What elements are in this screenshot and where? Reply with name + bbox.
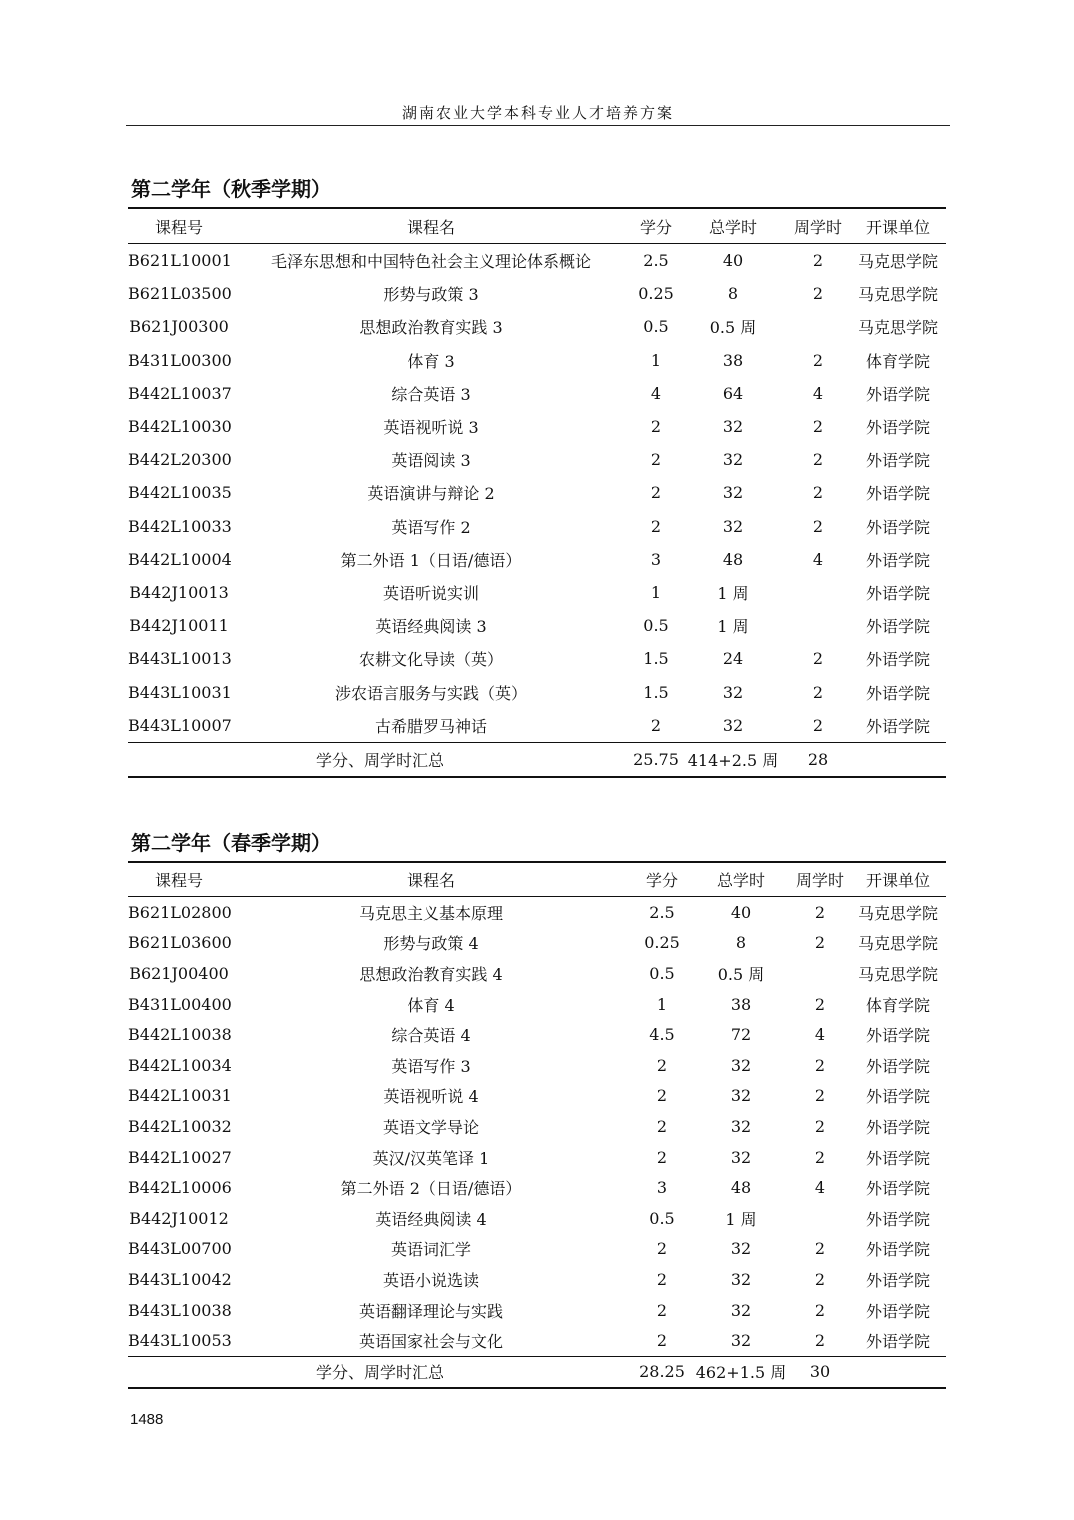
total-hours-cell: 32 — [722, 516, 744, 536]
table-row — [128, 1203, 946, 1234]
weekly-hours-cell: 4 — [814, 1025, 826, 1045]
course-name-cell: 英语文学导论 — [382, 1117, 479, 1137]
weekly-hours-cell: 2 — [812, 284, 824, 304]
table-row — [128, 510, 946, 543]
column-header: 开课单位 — [865, 871, 930, 890]
total-hours-cell: 32 — [730, 1116, 752, 1136]
department-cell: 马克思学院 — [857, 903, 938, 923]
header-rule — [126, 125, 950, 126]
summary-label: 学分、周学时汇总 — [315, 750, 444, 770]
weekly-hours-cell: 2 — [812, 450, 824, 470]
total-hours-cell: 32 — [730, 1086, 752, 1106]
course-code-cell: B443L10038 — [128, 1300, 232, 1320]
total-hours-cell: 72 — [730, 1025, 752, 1045]
course-table — [128, 861, 946, 1389]
course-code-cell: B621J00400 — [129, 963, 229, 983]
department-cell: 体育学院 — [865, 995, 930, 1015]
total-hours-cell: 40 — [730, 902, 752, 922]
weekly-hours-cell: 2 — [814, 1331, 826, 1351]
column-header: 课程名 — [406, 871, 455, 890]
department-cell: 外语学院 — [865, 550, 930, 570]
total-hours-cell: 0.5 周 — [709, 318, 757, 338]
weekly-hours-cell: 2 — [812, 483, 824, 503]
weekly-hours-cell — [786, 310, 850, 343]
course-name-cell: 英语翻译理论与实践 — [358, 1301, 503, 1321]
total-hours-cell: 32 — [722, 715, 744, 735]
table-row — [128, 543, 946, 576]
department-cell: 外语学院 — [865, 384, 930, 404]
summary-empty-cell — [850, 742, 946, 777]
course-code-cell: B442J10012 — [129, 1208, 229, 1228]
credits-cell: 2 — [656, 1300, 668, 1320]
department-cell: 马克思学院 — [857, 318, 938, 338]
department-cell: 外语学院 — [865, 418, 930, 438]
weekly-hours-cell: 2 — [814, 1239, 826, 1259]
weekly-hours-cell: 2 — [812, 715, 824, 735]
total-hours-cell: 32 — [730, 1055, 752, 1075]
weekly-hours-cell: 2 — [814, 1086, 826, 1106]
course-name-cell: 体育 3 — [407, 351, 455, 371]
summary-row — [128, 742, 946, 777]
course-code-cell: B443L10007 — [128, 715, 232, 735]
course-code-cell: B621L03500 — [128, 284, 232, 304]
weekly-hours-cell: 2 — [812, 682, 824, 702]
column-header: 课程号 — [154, 217, 203, 237]
credits-cell: 2 — [650, 417, 662, 437]
department-cell: 外语学院 — [865, 484, 930, 504]
total-hours-cell: 64 — [722, 383, 744, 403]
course-code-cell: B443L10013 — [128, 649, 232, 669]
column-header: 课程号 — [154, 871, 203, 890]
course-name-cell: 综合英语 4 — [391, 1026, 471, 1046]
department-cell: 马克思学院 — [857, 934, 938, 954]
column-header: 总学时 — [716, 871, 765, 890]
total-hours-cell: 8 — [727, 284, 739, 304]
weekly-hours-cell: 2 — [814, 1055, 826, 1075]
course-name-cell: 第二外语 2（日语/德语） — [340, 1179, 522, 1199]
total-hours-cell: 32 — [730, 1300, 752, 1320]
table-row — [128, 1325, 946, 1356]
department-cell: 外语学院 — [865, 1148, 930, 1168]
course-code-cell: B621L10001 — [128, 251, 232, 271]
total-hours-cell: 32 — [730, 1239, 752, 1259]
course-name-cell: 思想政治教育实践 3 — [359, 318, 503, 338]
table-header-row — [128, 862, 946, 897]
column-header: 周学时 — [793, 217, 842, 237]
weekly-hours-cell — [790, 1203, 850, 1234]
credits-cell: 2 — [650, 715, 662, 735]
total-hours-cell: 1 周 — [717, 617, 749, 637]
table-row — [128, 344, 946, 377]
credits-cell: 1 — [656, 994, 668, 1014]
course-name-cell: 体育 4 — [407, 995, 455, 1015]
credits-cell: 1 — [650, 582, 662, 602]
table-row — [128, 1142, 946, 1173]
weekly-hours-cell: 2 — [814, 933, 826, 953]
weekly-hours-cell: 2 — [814, 902, 826, 922]
total-hours-cell: 48 — [730, 1178, 752, 1198]
course-name-cell: 马克思主义基本原理 — [358, 903, 503, 923]
course-name-cell: 涉农语言服务与实践（英） — [334, 683, 527, 703]
course-name-cell: 英语写作 2 — [391, 517, 471, 537]
course-table — [128, 207, 946, 778]
course-name-cell: 英语国家社会与文化 — [358, 1332, 503, 1352]
department-cell: 外语学院 — [865, 1332, 930, 1352]
course-name-cell: 古希腊罗马神话 — [374, 716, 487, 736]
department-cell: 外语学院 — [865, 1301, 930, 1321]
credits-cell: 1 — [650, 350, 662, 370]
column-header: 周学时 — [795, 871, 844, 890]
column-header: 开课单位 — [865, 217, 930, 237]
weekly-hours-cell: 4 — [814, 1178, 826, 1198]
credits-cell: 2 — [656, 1055, 668, 1075]
course-name-cell: 第二外语 1（日语/德语） — [340, 550, 522, 570]
column-header: 学分 — [639, 217, 672, 237]
course-code-cell: B442J10013 — [129, 582, 229, 602]
course-name-cell: 英语小说选读 — [382, 1270, 479, 1290]
course-name-cell: 英语演讲与辩论 2 — [367, 484, 495, 504]
weekly-hours-cell: 2 — [812, 516, 824, 536]
total-hours-cell: 32 — [722, 417, 744, 437]
credits-cell: 2 — [656, 1086, 668, 1106]
course-code-cell: B442L10032 — [128, 1116, 232, 1136]
course-code-cell: B621L02800 — [128, 902, 232, 922]
course-code-cell: B442L10027 — [128, 1147, 232, 1167]
course-code-cell: B442L10037 — [128, 383, 232, 403]
course-name-cell: 形势与政策 3 — [383, 285, 479, 305]
table-row — [128, 1081, 946, 1112]
credits-cell: 2 — [650, 516, 662, 536]
credits-cell: 2 — [656, 1331, 668, 1351]
weekly-hours-cell: 2 — [814, 1269, 826, 1289]
department-cell: 外语学院 — [865, 1270, 930, 1290]
weekly-hours-cell: 2 — [812, 251, 824, 271]
credits-cell: 3 — [656, 1178, 668, 1198]
course-code-cell: B431L00300 — [128, 350, 232, 370]
table-row — [128, 1264, 946, 1295]
weekly-hours-cell: 2 — [814, 994, 826, 1014]
credits-cell: 2 — [656, 1147, 668, 1167]
column-header: 课程名 — [406, 217, 455, 237]
total-hours-cell: 32 — [722, 483, 744, 503]
table-row — [128, 410, 946, 443]
table-row — [128, 443, 946, 476]
course-name-cell: 英汉/汉英笔译 1 — [372, 1148, 490, 1168]
table-row — [128, 642, 946, 675]
credits-cell: 0.5 — [643, 616, 669, 636]
department-cell: 外语学院 — [865, 1026, 930, 1046]
total-hours-cell: 1 周 — [725, 1209, 757, 1229]
department-cell: 体育学院 — [865, 351, 930, 371]
course-code-cell: B443L10042 — [128, 1269, 232, 1289]
summary-weekly-hours: 28 — [807, 749, 829, 769]
department-cell: 马克思学院 — [857, 252, 938, 272]
course-code-cell: B442J10011 — [129, 616, 229, 636]
course-code-cell: B442L10006 — [128, 1178, 232, 1198]
column-header: 总学时 — [708, 217, 757, 237]
table-row — [128, 1019, 946, 1050]
credits-cell: 2 — [656, 1116, 668, 1136]
credits-cell: 0.5 — [649, 963, 675, 983]
total-hours-cell: 38 — [722, 350, 744, 370]
summary-credits: 28.25 — [639, 1362, 685, 1382]
table-row — [128, 1111, 946, 1142]
section-title: 第二学年（秋季学期） — [131, 177, 331, 201]
credits-cell: 2 — [656, 1239, 668, 1259]
course-name-cell: 英语阅读 3 — [391, 451, 471, 471]
credits-cell: 2 — [650, 483, 662, 503]
credits-cell: 4.5 — [649, 1025, 675, 1045]
summary-weekly-hours: 30 — [809, 1362, 831, 1382]
course-code-cell: B443L00700 — [128, 1239, 232, 1259]
table-row — [128, 709, 946, 743]
course-name-cell: 英语经典阅读 3 — [375, 617, 487, 637]
department-cell: 外语学院 — [865, 1117, 930, 1137]
table-header-row — [128, 208, 946, 244]
course-name-cell: 英语词汇学 — [390, 1240, 471, 1260]
weekly-hours-cell: 4 — [812, 383, 824, 403]
table-row — [128, 310, 946, 343]
table-row — [128, 1234, 946, 1265]
course-name-cell: 英语经典阅读 4 — [375, 1209, 487, 1229]
department-cell: 外语学院 — [865, 583, 930, 603]
credits-cell: 2.5 — [643, 251, 669, 271]
table-row — [128, 476, 946, 509]
table-row — [128, 244, 946, 278]
credits-cell: 0.25 — [644, 933, 680, 953]
department-cell: 马克思学院 — [857, 964, 938, 984]
summary-total-hours: 462+1.5 周 — [695, 1363, 787, 1383]
total-hours-cell: 24 — [722, 649, 744, 669]
weekly-hours-cell: 2 — [812, 649, 824, 669]
department-cell: 外语学院 — [865, 1209, 930, 1229]
column-header: 学分 — [645, 871, 678, 890]
table-row — [128, 1295, 946, 1326]
credits-cell: 0.5 — [643, 317, 669, 337]
total-hours-cell: 38 — [730, 994, 752, 1014]
total-hours-cell: 40 — [722, 251, 744, 271]
department-cell: 外语学院 — [865, 1240, 930, 1260]
credits-cell: 4 — [650, 383, 662, 403]
course-name-cell: 形势与政策 4 — [383, 934, 479, 954]
course-name-cell: 英语视听说 3 — [383, 418, 479, 438]
section-title: 第二学年（春季学期） — [131, 831, 331, 855]
semester-spring-section — [128, 829, 946, 1389]
table-row — [128, 576, 946, 609]
course-code-cell: B442L10038 — [128, 1025, 232, 1045]
total-hours-cell: 1 周 — [717, 583, 749, 603]
credits-cell: 0.25 — [638, 284, 674, 304]
course-code-cell: B442L10031 — [128, 1086, 232, 1106]
total-hours-cell: 32 — [730, 1331, 752, 1351]
weekly-hours-cell: 2 — [812, 350, 824, 370]
course-code-cell: B442L10004 — [128, 549, 232, 569]
credits-cell: 2 — [650, 450, 662, 470]
weekly-hours-cell: 2 — [814, 1300, 826, 1320]
department-cell: 外语学院 — [865, 1087, 930, 1107]
total-hours-cell: 32 — [722, 682, 744, 702]
summary-empty-cell — [850, 1356, 946, 1388]
table-row — [128, 1050, 946, 1081]
table-row — [128, 277, 946, 310]
department-cell: 外语学院 — [865, 1056, 930, 1076]
weekly-hours-cell: 2 — [812, 417, 824, 437]
department-cell: 马克思学院 — [857, 285, 938, 305]
course-name-cell: 思想政治教育实践 4 — [359, 964, 503, 984]
weekly-hours-cell — [786, 609, 850, 642]
department-cell: 外语学院 — [865, 650, 930, 670]
table-row — [128, 989, 946, 1020]
page-number: 1488 — [130, 1411, 164, 1428]
total-hours-cell: 32 — [730, 1269, 752, 1289]
course-name-cell: 毛泽东思想和中国特色社会主义理论体系概论 — [270, 252, 591, 272]
table-row — [128, 609, 946, 642]
weekly-hours-cell — [790, 958, 850, 989]
summary-row — [128, 1356, 946, 1388]
credits-cell: 2 — [656, 1269, 668, 1289]
table-row — [128, 377, 946, 410]
table-row — [128, 1172, 946, 1203]
total-hours-cell: 8 — [735, 933, 747, 953]
course-name-cell: 英语听说实训 — [382, 583, 479, 603]
credits-cell: 0.5 — [649, 1208, 675, 1228]
course-code-cell: B442L10034 — [128, 1055, 232, 1075]
summary-total-hours: 414+2.5 周 — [687, 750, 779, 770]
course-code-cell: B443L10053 — [128, 1331, 232, 1351]
table-row — [128, 675, 946, 708]
semester-fall-section — [128, 175, 946, 778]
course-code-cell: B431L00400 — [128, 994, 232, 1014]
course-code-cell: B443L10031 — [128, 682, 232, 702]
credits-cell: 3 — [650, 549, 662, 569]
course-name-cell: 英语写作 3 — [391, 1056, 471, 1076]
course-code-cell: B442L10035 — [128, 483, 232, 503]
total-hours-cell: 48 — [722, 549, 744, 569]
weekly-hours-cell: 4 — [812, 549, 824, 569]
weekly-hours-cell — [786, 576, 850, 609]
total-hours-cell: 32 — [730, 1147, 752, 1167]
department-cell: 外语学院 — [865, 517, 930, 537]
weekly-hours-cell: 2 — [814, 1116, 826, 1136]
total-hours-cell: 0.5 周 — [717, 964, 765, 984]
credits-cell: 2.5 — [649, 902, 675, 922]
course-code-cell: B442L10030 — [128, 417, 232, 437]
total-hours-cell: 32 — [722, 450, 744, 470]
running-header: 湖南农业大学本科专业人才培养方案 — [401, 104, 674, 122]
department-cell: 外语学院 — [865, 683, 930, 703]
department-cell: 外语学院 — [865, 451, 930, 471]
credits-cell: 1.5 — [643, 649, 669, 669]
table-row — [128, 928, 946, 959]
credits-cell: 1.5 — [643, 682, 669, 702]
department-cell: 外语学院 — [865, 716, 930, 736]
course-name-cell: 综合英语 3 — [391, 384, 471, 404]
course-code-cell: B442L20300 — [128, 450, 232, 470]
department-cell: 外语学院 — [865, 1179, 930, 1199]
course-code-cell: B621J00300 — [129, 317, 229, 337]
course-code-cell: B621L03600 — [128, 933, 232, 953]
table-row — [128, 958, 946, 989]
summary-credits: 25.75 — [633, 749, 679, 769]
summary-label: 学分、周学时汇总 — [315, 1363, 444, 1383]
weekly-hours-cell: 2 — [814, 1147, 826, 1167]
course-code-cell: B442L10033 — [128, 516, 232, 536]
course-name-cell: 英语视听说 4 — [383, 1087, 479, 1107]
course-name-cell: 农耕文化导读（英） — [358, 650, 503, 670]
table-row — [128, 897, 946, 928]
department-cell: 外语学院 — [865, 617, 930, 637]
